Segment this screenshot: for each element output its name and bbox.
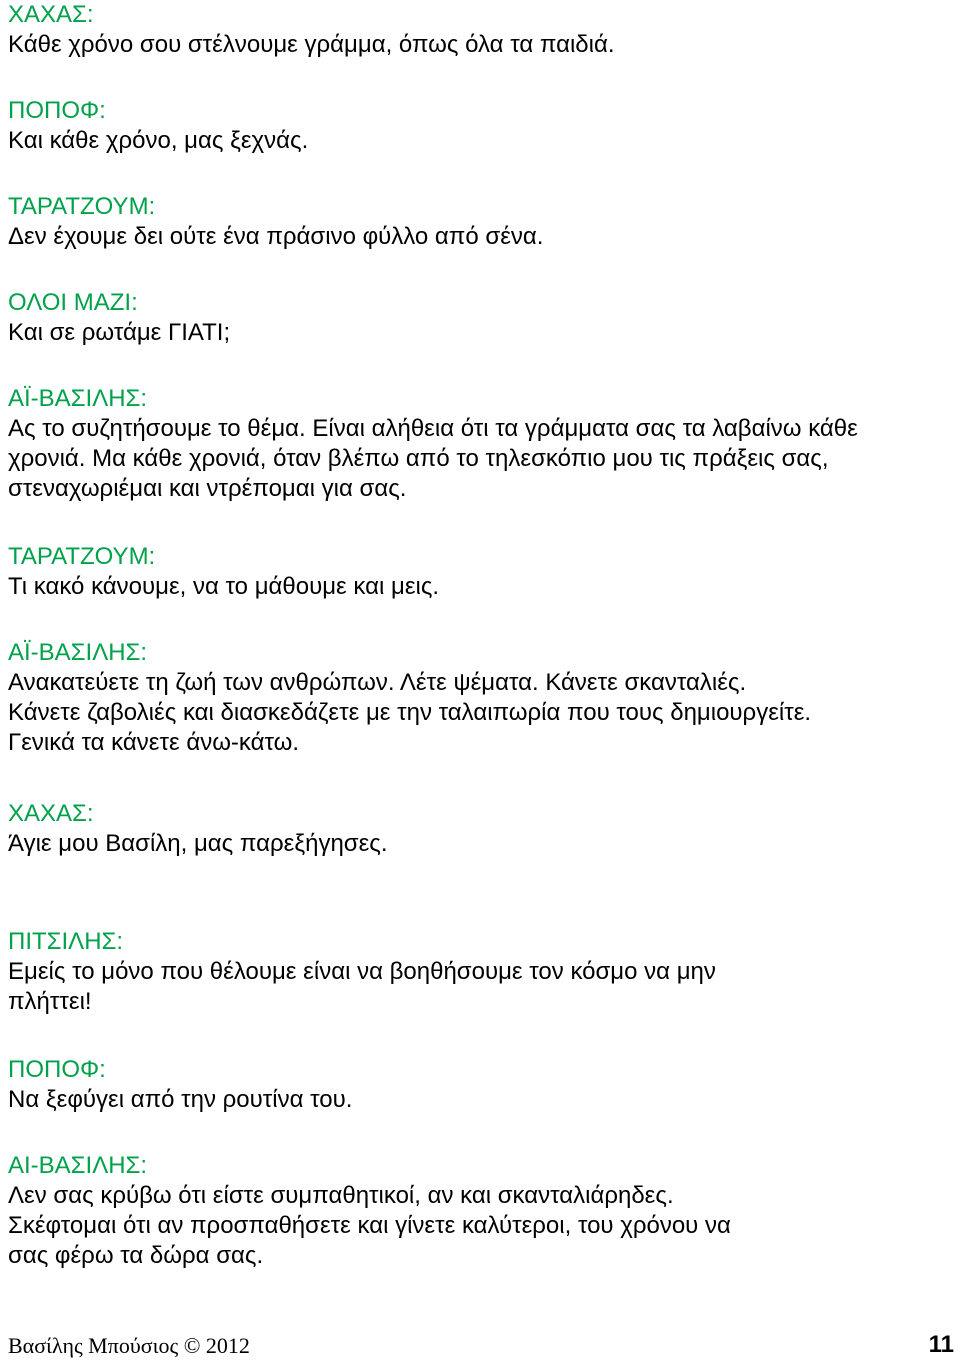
speaker-name: ΤΑΡΑΤΖΟΥΜ:: [8, 193, 156, 220]
dialogue-block-3: [8, 192, 953, 252]
dialogue-line: Γενικά τα κάνετε άνω-κάτω.: [8, 729, 300, 756]
speaker-name: ΤΑΡΑΤΖΟΥΜ:: [8, 543, 156, 570]
dialogue-block-11: [8, 1151, 953, 1271]
dialogue-line: Τι κακό κάνουμε, να το μάθουμε και μεις.: [8, 573, 440, 600]
dialogue-line: Σκέφτομαι ότι αν προσπαθήσετε και γίνετε καλύτεροι, του χρόνου να: [8, 1212, 731, 1239]
dialogue-line: πλήττει!: [8, 988, 92, 1015]
dialogue-line: Εμείς το μόνο που θέλουμε είναι να βοηθήσουμε τον κόσμο να μην: [8, 958, 716, 985]
dialogue-line: Ας το συζητήσουμε το θέμα. Είναι αλήθεια ότι τα γράμματα σας τα λαβαίνω κάθε: [8, 415, 858, 442]
dialogue-line: χρονιά. Μα κάθε χρονιά, όταν βλέπω από το τηλεσκόπιο μου τις πράξεις σας,: [8, 445, 829, 472]
dialogue-line: Να ξεφύγει από την ρουτίνα του.: [8, 1086, 353, 1113]
dialogue-block-8: [8, 799, 953, 859]
speaker-name: ΠΟΠΟΦ:: [8, 97, 106, 124]
page-number: 11: [928, 1331, 954, 1358]
speaker-name: ΑΪ-ΒΑΣΙΛΗΣ:: [8, 385, 148, 412]
speaker-name: ΑΙ-ΒΑΣΙΛΗΣ:: [8, 1152, 148, 1179]
footer-author: Βασίλης Μπούσιος © 2012: [8, 1333, 250, 1358]
dialogue-line: Κάθε χρόνο σου στέλνουμε γράμμα, όπως όλα τα παιδιά.: [8, 31, 615, 58]
speaker-name: ΧΑΧΑΣ:: [8, 800, 94, 827]
dialogue-line: Άγιε μου Βασίλη, μας παρεξήγησες.: [8, 830, 388, 857]
dialogue-line: στεναχωριέμαι και ντρέπομαι για σας.: [8, 475, 407, 502]
dialogue-line: Δεν έχουμε δει ούτε ένα πράσινο φύλλο από σένα.: [8, 223, 544, 250]
dialogue-block-5: [8, 384, 953, 504]
dialogue-line: Ανακατεύετε τη ζωή των ανθρώπων. Λέτε ψέματα. Κάνετε σκανταλιές.: [8, 669, 747, 696]
dialogue-block-9: [8, 927, 953, 1017]
speaker-name: ΑΪ-ΒΑΣΙΛΗΣ:: [8, 639, 148, 666]
dialogue-block-6: [8, 542, 953, 602]
dialogue-block-1: [8, 0, 953, 60]
dialogue-block-4: [8, 288, 953, 348]
dialogue-block-10: [8, 1055, 953, 1115]
speaker-name: ΠΙΤΣΙΛΗΣ:: [8, 928, 124, 955]
speaker-name: ΟΛΟΙ ΜΑΖΙ:: [8, 289, 138, 316]
dialogue-line: σας φέρω τα δώρα σας.: [8, 1242, 264, 1269]
dialogue-block-2: [8, 96, 953, 156]
dialogue-line: Και σε ρωτάμε ΓΙΑΤΙ;: [8, 319, 231, 346]
dialogue-block-7: [8, 638, 953, 758]
dialogue-line: Λεν σας κρύβω ότι είστε συμπαθητικοί, αν και σκανταλιάρηδες.: [8, 1182, 674, 1209]
dialogue-line: Κάνετε ζαβολιές και διασκεδάζετε με την ταλαιπωρία που τους δημιουργείτε.: [8, 699, 812, 726]
speaker-name: ΠΟΠΟΦ:: [8, 1056, 106, 1083]
speaker-name: ΧΑΧΑΣ:: [8, 1, 94, 28]
dialogue-line: Και κάθε χρόνο, μας ξεχνάς.: [8, 127, 309, 154]
